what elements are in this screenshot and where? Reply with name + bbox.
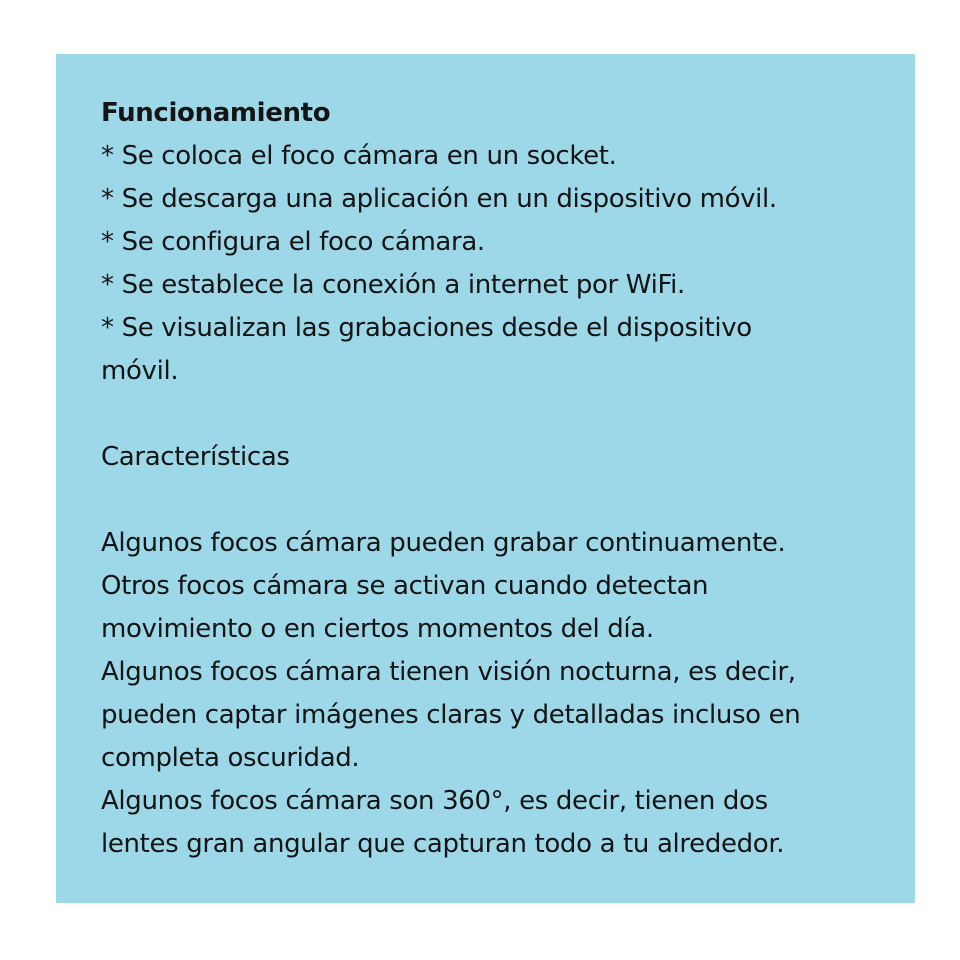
spacer [101,393,915,436]
paragraph-line: lentes gran angular que capturan todo a tu alrededor. [101,829,785,859]
paragraph-line: Otros focos cámara se activan cuando detectan [101,571,709,601]
info-card [56,54,915,903]
paragraph-line: movimiento o en ciertos momentos del día. [101,614,654,644]
section-title-caracteristicas: Características [101,442,290,472]
list-item: * Se coloca el foco cámara en un socket. [101,141,617,171]
list-item-continuation: móvil. [101,356,179,386]
list-item: * Se configura el foco cámara. [101,227,485,257]
paragraph-line: pueden captar imágenes claras y detalladas incluso en [101,700,801,730]
list-item: * Se establece la conexión a internet por WiFi. [101,270,685,300]
paragraph-line: Algunos focos cámara son 360°, es decir, tienen dos [101,786,768,816]
spacer [101,479,915,522]
paragraph-line: Algunos focos cámara pueden grabar continuamente. [101,528,786,558]
list-item: * Se descarga una aplicación en un dispositivo móvil. [101,184,777,214]
section-title-funcionamiento: Funcionamiento [101,98,331,128]
paragraph-line: Algunos focos cámara tienen visión nocturna, es decir, [101,657,796,687]
list-item: * Se visualizan las grabaciones desde el dispositivo [101,313,752,343]
paragraph-line: completa oscuridad. [101,743,360,773]
